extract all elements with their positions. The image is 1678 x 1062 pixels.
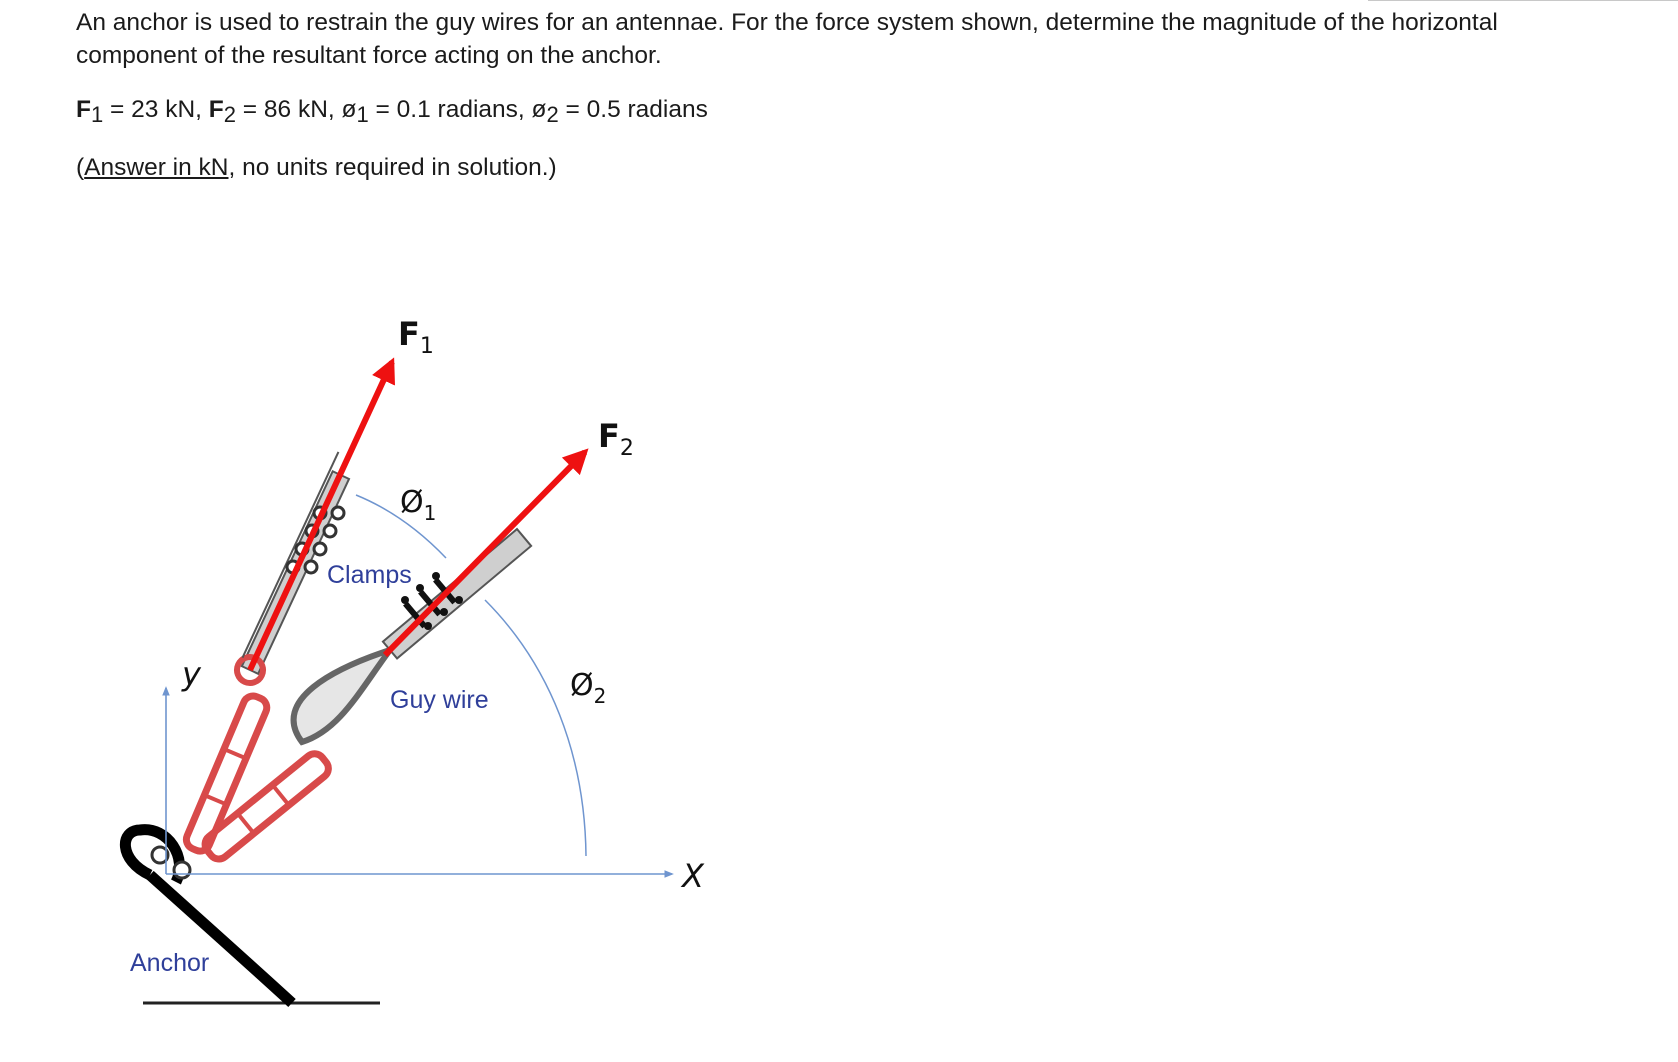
phi2-arc [485, 600, 586, 856]
force-f1-arrow [250, 362, 392, 670]
given-f2-value: = 86 kN, [235, 96, 342, 123]
turnbuckle-2 [201, 750, 332, 863]
given-f2-sub: 2 [223, 102, 236, 127]
given-phi2-value: = 0.5 radians [558, 96, 708, 123]
given-f1-sub: 1 [90, 102, 104, 127]
label-y-axis: y [182, 655, 201, 693]
answer-units-link[interactable]: Answer in kN [84, 154, 229, 181]
note-open-paren: ( [76, 154, 85, 181]
given-f1-symbol: F [76, 96, 91, 123]
label-clamps: Clamps [327, 561, 412, 589]
question-intro: An anchor is used to restrain the guy wires for an antennae. For the force system shown, determine the magnitude of the horizontal component of the resultant force acting on the anchor. [76, 9, 1498, 69]
given-phi1-sub: 1 [356, 102, 369, 127]
note-rest: , no units required in solution.) [228, 154, 557, 181]
label-guy-wire: Guy wire [390, 686, 489, 714]
guy-wire-2-loop [294, 650, 390, 742]
force-f2-arrow [385, 452, 585, 655]
anchor-rod [150, 875, 292, 1003]
label-f2: $F_2$ [598, 417, 634, 461]
given-phi1-value: = 0.1 radians, [368, 96, 532, 123]
given-f1-value: = 23 kN, [103, 96, 209, 123]
label-phi1: $Ø_1$ [400, 485, 437, 525]
label-f1: $F_1$ [398, 315, 434, 359]
given-phi1-symbol: ø [341, 96, 357, 123]
given-f2-symbol: F [208, 96, 224, 123]
label-phi2: $Ø_2$ [570, 668, 607, 708]
anchor-pin-2 [174, 862, 190, 878]
given-phi2-sub: 2 [546, 102, 559, 127]
given-phi2-symbol: ø [531, 96, 547, 123]
guy-wire-2 [383, 529, 531, 658]
label-x-axis: X [682, 857, 704, 895]
label-anchor: Anchor [130, 949, 210, 977]
